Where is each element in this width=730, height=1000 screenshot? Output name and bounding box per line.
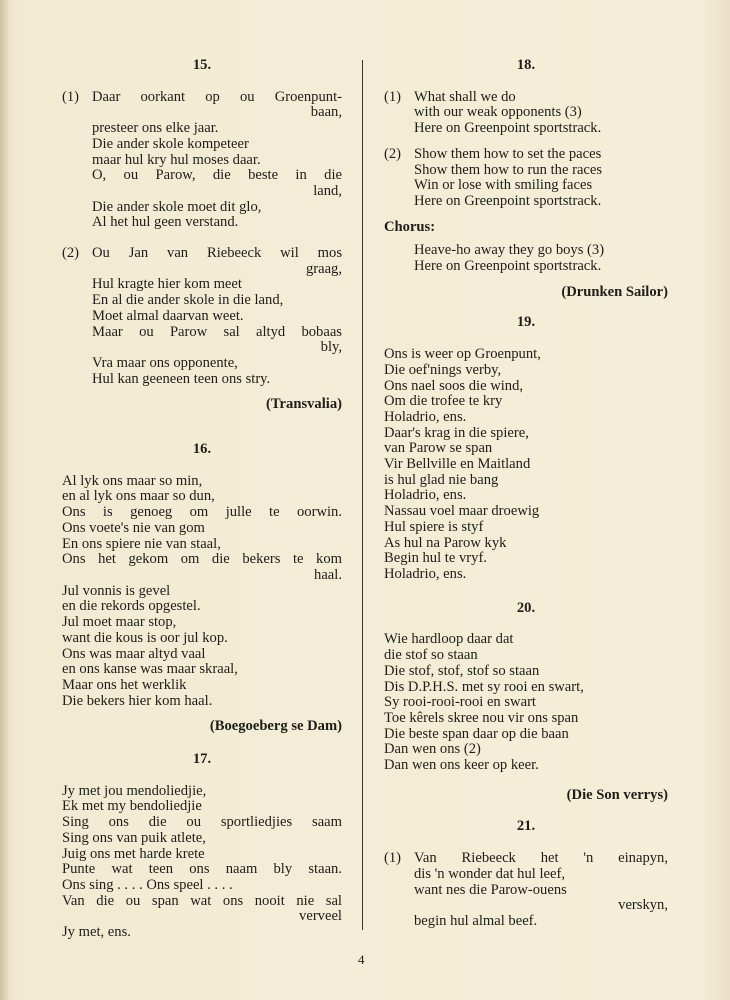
song-number: 15. [192,57,212,73]
lyric-line: Show them how to run the races [414,161,603,178]
lyric-line: Toe kêrels skree nou vir ons span [384,709,579,726]
lyric-line: Dan wen ons (2) [384,741,481,758]
lyric-line: want nes die Parow-ouens [414,881,567,898]
lyric-line: Vir Bellville en Maitland [384,456,531,473]
song-number: 16. [192,441,212,458]
lyric-line: with our weak opponents (3) [414,104,582,121]
page-number: 4 [358,952,365,967]
verse-marker: (1) [384,850,402,867]
lyric-line: verveel [299,908,342,925]
lyric-line: Daar's krag in die spiere, [384,424,529,441]
song-number: 19. [516,314,536,331]
lyric-line: en die rekords opgestel. [62,598,201,615]
lyric-line: Ons was maar altyd vaal [62,645,206,662]
lyric-line: Hul kragte hier kom meet [92,276,242,293]
lyric-line: Heave-ho away they go boys (3) [414,242,605,259]
lyric-line: Ek met my bendoliedjie [62,798,202,815]
chorus-label: Chorus: [384,218,436,235]
lyric-line: Ou Jan van Riebeeck wil mos [92,245,342,262]
lyric-line: Die oef'nings verby, [384,361,502,378]
song-17 [62,752,342,941]
lyric-line: Sing ons van puik atlete, [62,829,206,846]
lyric-line: Die beste span daar op die baan [384,725,569,742]
verse-2 [384,147,668,210]
tune-credit: (Transvalia) [266,396,342,413]
lyric-line: Show them how to set the paces [414,145,602,162]
verse-1 [62,90,342,231]
tune-credit: (Drunken Sailor) [561,283,668,300]
lyric-line: Dis D.P.H.S. met sy rooi en swart, [384,678,584,695]
verse-marker: (1) [62,88,80,105]
lyric-line: presteer ons elke jaar. [92,120,219,137]
chorus [384,243,668,274]
verse-1 [384,90,668,137]
lyric-line: Jy met, ens. [62,924,131,941]
column-divider [362,60,363,930]
lyric-line: What shall we do [414,88,516,105]
lyric-line: want die kous is oor jul kop. [62,629,228,646]
song-number: 18. [516,57,536,73]
verse-marker: (2) [384,145,402,162]
lyric-line: Jul vonnis is gevel [62,582,171,599]
lyric-line: maar hul kry hul moses daar. [92,151,261,168]
song-16 [62,442,342,735]
verse-marker: (2) [62,245,80,262]
lyric-line: bly, [320,339,342,356]
page-binding-edge [0,0,8,1000]
lyric-line: Here on Greenpoint sportstrack. [414,258,602,275]
lyric-line: Win or lose with smiling faces [414,177,593,194]
lyric-line: As hul na Parow kyk [384,534,507,551]
lyric-line: haal. [314,566,342,583]
lyric-line: Here on Greenpoint sportstrack. [414,192,602,209]
lyric-line: En ons spiere nie van staal, [62,535,221,552]
lyric-line: Nassau voel maar droewig [384,503,540,520]
lyric-line: Holadrio, ens. [384,408,467,425]
lyric-line: verskyn, [618,897,668,914]
song-18 [384,58,668,300]
lyric-line: graag, [305,260,342,277]
lyric-line: en ons kanse was maar skraal, [62,661,238,678]
lyric-line: Die ander skole kompeteer [92,135,249,152]
left-column [62,58,342,941]
lyric-line: en al lyk ons maar so dun, [62,488,215,505]
lyric-line: Maar ons het werklik [62,676,187,693]
lyric-line: Die bekers hier kom haal. [62,692,213,709]
tune-credit: (Die Son verrys) [566,786,668,803]
lyric-line: Punte wat teen ons naam bly staan. [62,861,342,878]
song-15 [62,58,342,413]
lyric-line: Sing ons die ou sportliedjies saam [62,814,342,831]
lyric-line: Ons voete's nie van gom [62,519,205,536]
lyric-line: Al lyk ons maar so min, [62,472,203,489]
verse-marker: (1) [384,88,402,105]
song-number: 17. [192,751,212,768]
lyric-line: Hul kan geeneen teen ons stry. [92,370,271,387]
right-column [384,58,668,930]
lyric-line: Ons sing . . . . Ons speel . . . . [62,876,233,893]
lyric-line: Van die ou span wat ons nooit nie sal [62,892,342,909]
song-21 [384,819,668,929]
verse-2 [62,246,342,387]
lyric-line: Om die trofee te kry [384,393,503,410]
lyric-line: Jul moet maar stop, [62,614,177,631]
lyric-line: Die ander skole moet dit glo, [92,198,262,215]
lyric-line: Al het hul geen verstand. [92,214,239,231]
song-number: 20. [516,599,536,616]
lyric-line: dis 'n wonder dat hul leef, [414,865,565,882]
tune-credit: (Boegoeberg se Dam) [209,718,342,735]
lyric-line: Begin hul te vryf. [384,550,487,567]
lyric-line: Maar ou Parow sal altyd bobaas [92,323,342,340]
lyric-line: Ons het gekom om die bekers te kom [62,551,342,568]
lyric-line: begin hul almal beef. [414,912,538,929]
lyric-line: die stof so staan [384,647,478,664]
lyric-line: Vra maar ons opponente, [92,354,238,371]
lyric-line: van Parow se span [384,440,493,457]
lyric-line: Sy rooi-rooi-rooi en swart [384,694,536,711]
lyric-line: En al die ander skole in die land, [92,292,284,309]
lyric-line: Moet almal daarvan weet. [92,307,244,324]
lyric-line: Ons is weer op Groenpunt, [384,346,541,363]
song-20 [384,601,668,804]
lyric-line: Ons is genoeg om julle te oorwin. [62,504,342,521]
lyric-line: Dan wen ons keer op keer. [384,757,539,774]
lyric-line: Here on Greenpoint sportstrack. [414,120,602,137]
song-number: 21. [516,818,536,835]
lyric-line: Daar oorkant op ou Groenpunt- [92,88,342,105]
song-19 [384,315,668,582]
lyric-line: Wie hardloop daar dat [384,631,514,648]
lyric-line: Holadrio, ens. [384,565,467,582]
lyric-line: baan, [310,104,342,121]
lyric-line: O, ou Parow, die beste in die [92,167,342,184]
lyric-line: Die stof, stof, stof so staan [384,662,540,679]
lyric-line: land, [313,182,342,199]
lyric-line: Jy met jou mendoliedjie, [62,782,207,799]
lyric-line: Ons nael soos die wind, [384,377,524,394]
lyric-line: is hul glad nie bang [384,471,499,488]
lyric-line: Van Riebeeck het 'n einapyn, [414,850,668,867]
verse-1 [384,851,668,930]
lyric-line: Hul spiere is styf [384,518,484,535]
lyric-line: Holadrio, ens. [384,487,467,504]
lyric-line: Juig ons met harde krete [62,845,205,862]
